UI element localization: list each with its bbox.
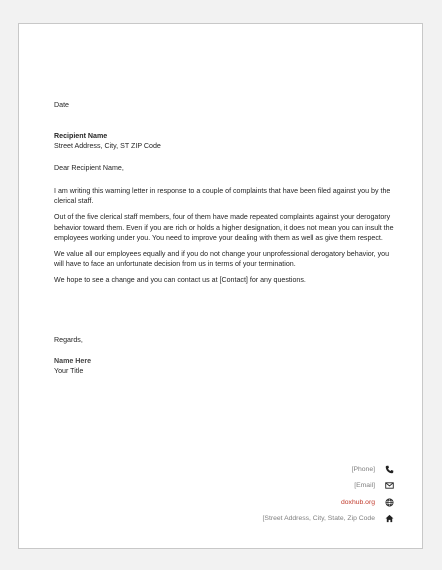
envelope-icon — [384, 481, 394, 491]
signature-block — [54, 356, 91, 377]
contact-website[interactable] — [174, 494, 394, 511]
paragraph: I am writing this warning letter in response to a couple of complaints that have been filed against you by the clerical staff. — [54, 187, 391, 206]
closing: Regards, — [54, 336, 83, 344]
email-text: [Email] — [354, 482, 375, 490]
home-icon — [384, 514, 394, 524]
phone-text: [Phone] — [351, 465, 375, 473]
recipient-address: Street Address, City, ST ZIP Code — [54, 142, 161, 151]
paragraph: We value all our employees equally and if you do not change your unprofessional derogatory behavior, you will have to face an unfortunate decision from us in terms of your termination. — [54, 250, 390, 269]
contact-address — [174, 511, 394, 528]
contact-block — [174, 461, 394, 527]
website-link[interactable]: doxhub.org — [340, 498, 375, 506]
signer-name: Name Here — [54, 357, 92, 365]
phone-icon — [384, 464, 394, 474]
letter-date: Date — [54, 101, 69, 109]
recipient-block — [54, 131, 161, 152]
globe-icon — [384, 497, 394, 507]
letter-page — [18, 23, 423, 549]
recipient-name: Recipient Name — [54, 132, 108, 140]
contact-phone — [174, 461, 394, 478]
contact-email — [174, 478, 394, 495]
salutation: Dear Recipient Name, — [54, 164, 124, 172]
paragraph: Out of the five clerical staff members, four of them have made repeated complaints against your derogatory behavior toward them. Even if you are rich or holds a higher designation, it does not mean you can insult the employees working under you. You need to improve your dealing with them as well as give them respect. — [54, 213, 394, 243]
address-text: [Street Address, City, State, Zip Code — [262, 515, 375, 523]
signer-title: Your Title — [54, 367, 84, 376]
letter-paragraphs — [54, 186, 399, 291]
paragraph: We hope to see a change and you can contact us at [Contact] for any questions. — [54, 276, 306, 285]
